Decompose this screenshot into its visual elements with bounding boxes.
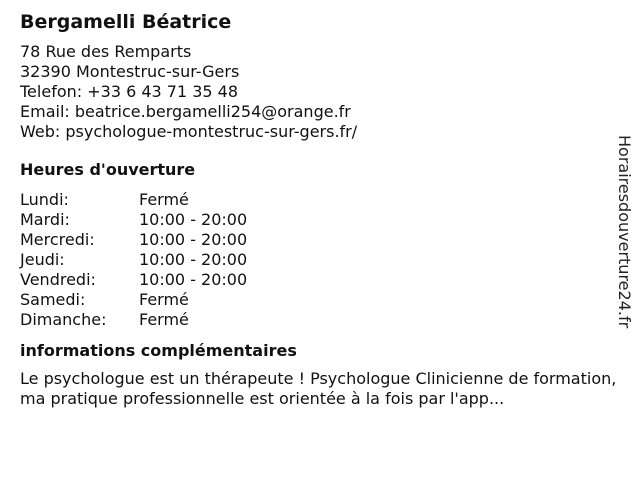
day-hours: 10:00 - 20:00 xyxy=(139,210,248,229)
hours-row xyxy=(20,250,630,270)
day-hours: 10:00 - 20:00 xyxy=(139,250,248,269)
day-label: Lundi: xyxy=(20,190,69,209)
street-address: 78 Rue des Remparts xyxy=(20,42,192,61)
day-label: Samedi: xyxy=(20,290,86,309)
phone-number[interactable]: Telefon: +33 6 43 71 35 48 xyxy=(20,82,239,101)
info-title: informations complémentaires xyxy=(20,341,297,360)
info-text: Le psychologue est un thérapeute ! Psychologue Clinicienne de formation, ma pratique professionnelle est orientée à la fois par l'app... xyxy=(20,369,617,408)
day-hours: Fermé xyxy=(139,310,189,329)
email-address[interactable]: Email: beatrice.bergamelli254@orange.fr xyxy=(20,102,351,121)
day-hours: Fermé xyxy=(139,290,189,309)
day-hours: Fermé xyxy=(139,190,189,209)
website-link[interactable]: Web: psychologue-montestruc-sur-gers.fr/ xyxy=(20,122,358,141)
site-watermark: Horairesdouverture24.fr xyxy=(615,135,634,329)
day-label: Jeudi: xyxy=(20,250,65,269)
day-label: Mardi: xyxy=(20,210,70,229)
day-hours: 10:00 - 20:00 xyxy=(139,270,248,289)
hours-row xyxy=(20,210,630,230)
hours-row xyxy=(20,230,630,250)
day-label: Vendredi: xyxy=(20,270,96,289)
day-label: Mercredi: xyxy=(20,230,95,249)
hours-row xyxy=(20,310,630,330)
opening-hours-table xyxy=(20,190,630,330)
business-card xyxy=(20,10,630,409)
business-name: Bergamelli Béatrice xyxy=(20,11,232,33)
contact-block xyxy=(20,42,630,142)
day-label: Dimanche: xyxy=(20,310,107,329)
hours-title: Heures d'ouverture xyxy=(20,160,196,179)
city-address: 32390 Montestruc-sur-Gers xyxy=(20,62,240,81)
day-hours: 10:00 - 20:00 xyxy=(139,230,248,249)
hours-row xyxy=(20,290,630,310)
hours-row xyxy=(20,190,630,210)
hours-row xyxy=(20,270,630,290)
